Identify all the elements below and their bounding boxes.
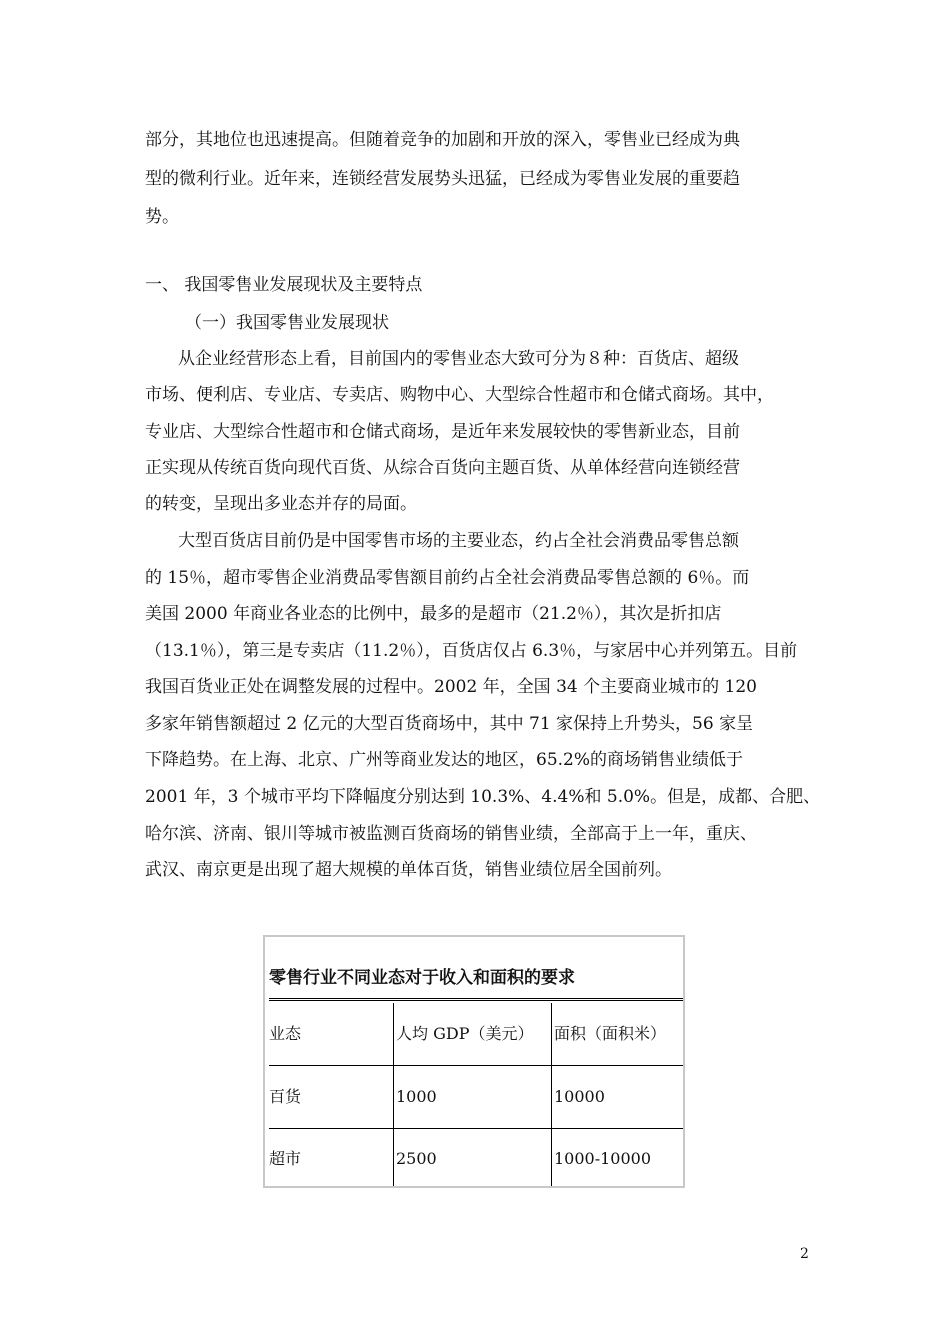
- paragraph-line: 从企业经营形态上看，目前国内的零售业态大致可分为８种：百货店、超级: [178, 349, 739, 369]
- paragraph-line: 哈尔滨、济南、银川等城市被监测百货商场的销售业绩，全部高于上一年，重庆、: [145, 824, 757, 844]
- column-divider: [393, 1003, 394, 1186]
- paragraph-line: 市场、便利店、专业店、专卖店、购物中心、大型综合性超市和仓储式商场。其中，: [145, 385, 774, 405]
- paragraph-line: 专业店、大型综合性超市和仓储式商场，是近年来发展较快的零售新业态，目前: [145, 422, 740, 442]
- table-cell: 超市: [269, 1149, 302, 1168]
- table-header-row: [269, 1003, 683, 1066]
- paragraph-line: 的转变，呈现出多业态并存的局面。: [145, 494, 417, 514]
- paragraph-line: 武汉、南京更是出现了超大规模的单体百货，销售业绩位居全国前列。: [145, 860, 672, 880]
- table-cell: 2500: [396, 1149, 437, 1168]
- paragraph-line: 美国 2000 年商业各业态的比例中，最多的是超市（21.2％），其次是折扣店: [145, 604, 722, 624]
- paragraph-line: 部分，其地位也迅速提高。但随着竞争的加剧和开放的深入，零售业已经成为典: [145, 130, 740, 150]
- paragraph-line: 的 15％，超市零售企业消费品零售额目前约占全社会消费品零售总额的 6％。而: [145, 568, 750, 588]
- paragraph-line: 势。: [145, 207, 179, 227]
- table-cell: 百货: [269, 1087, 302, 1106]
- paragraph-line: 我国百货业正处在调整发展的过程中。2002 年，全国 34 个主要商业城市的 120: [145, 677, 757, 697]
- table-cell: 1000-10000: [554, 1149, 652, 1168]
- table-cell: 1000: [396, 1087, 437, 1106]
- table-row: [269, 1066, 683, 1129]
- subsection-heading: （一）我国零售业发展现状: [185, 313, 389, 333]
- title-divider: [269, 998, 683, 1001]
- paragraph-line: 型的微利行业。近年来，连锁经营发展势头迅猛，已经成为零售业发展的重要趋: [145, 169, 740, 189]
- column-divider: [551, 1003, 552, 1186]
- table-header-cell: 业态: [269, 1024, 302, 1043]
- table-cell: 10000: [554, 1087, 605, 1106]
- paragraph-line: 大型百货店目前仍是中国零售市场的主要业态，约占全社会消费品零售总额: [178, 531, 739, 551]
- page-number: 2: [800, 1246, 809, 1262]
- table-row: [269, 1128, 683, 1190]
- table-header-cell: 人均 GDP（美元）: [396, 1024, 534, 1043]
- table-title: 零售行业不同业态对于收入和面积的要求: [269, 968, 575, 988]
- paragraph-line: （13.1％），第三是专卖店（11.2％），百货店仅占 6.3％，与家居中心并列第五。目前: [145, 641, 798, 661]
- format-requirements-table: [263, 935, 685, 1188]
- paragraph-line: 多家年销售额超过 2 亿元的大型百货商场中，其中 71 家保持上升势头，56 家呈: [145, 714, 754, 734]
- paragraph-line: 正实现从传统百货向现代百货、从综合百货向主题百货、从单体经营向连锁经营: [145, 458, 740, 478]
- paragraph-line: 下降趋势。在上海、北京、广州等商业发达的地区，65.2%的商场销售业绩低于: [145, 750, 744, 770]
- paragraph-line: 2001 年，3 个城市平均下降幅度分别达到 10.3%、4.4%和 5.0%。但是，成都、合肥、: [145, 787, 821, 807]
- table-header-cell: 面积（面积米）: [554, 1024, 667, 1043]
- section-heading: 一、 我国零售业发展现状及主要特点: [145, 275, 423, 295]
